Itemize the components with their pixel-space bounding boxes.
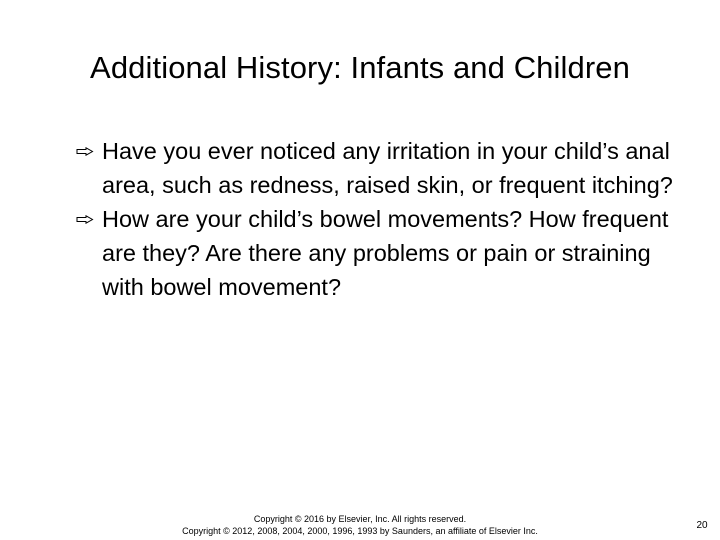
copyright-line-2: Copyright © 2012, 2008, 2004, 2000, 1996, 1993 by Saunders, an affiliate of Elsevier Inc. xyxy=(182,526,538,536)
bullet-list xyxy=(102,134,682,304)
slide-number: 20 xyxy=(696,520,708,531)
copyright-line-1: Copyright © 2016 by Elsevier, Inc. All rights reserved. xyxy=(253,514,467,524)
hollow-arrow-bullet-icon xyxy=(76,215,94,224)
slide-title: Additional History: Infants and Children xyxy=(90,50,630,85)
footer-copyright xyxy=(140,513,580,537)
bullet-text: How are your child’s bowel movements? How frequent are they? Are there any problems or pain or straining with bowel movement? xyxy=(102,206,669,300)
bullet-item xyxy=(102,202,682,304)
bullet-item xyxy=(102,134,682,202)
hollow-arrow-bullet-icon xyxy=(76,147,94,156)
bullet-text: Have you ever noticed any irritation in your child’s anal area, such as redness, raised skin, or frequent itching? xyxy=(102,138,673,198)
